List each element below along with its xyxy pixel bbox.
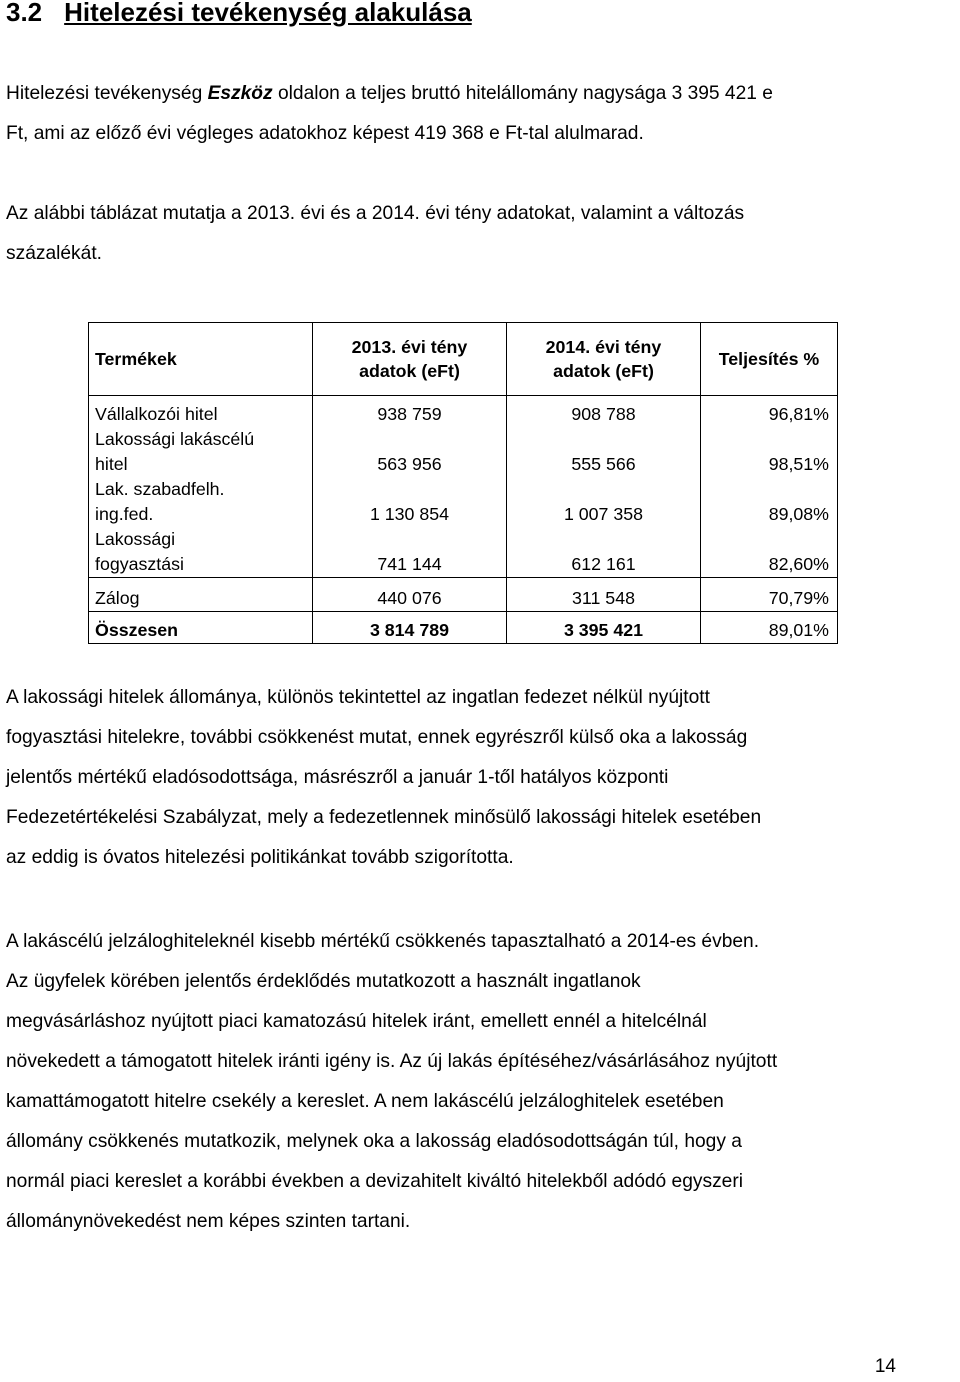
p3-line-3: megvásárláshoz nyújtott piaci kamatozású hitelek iránt, emellett ennél a hitelcélnál: [6, 1011, 707, 1032]
row-2013-value: 938 759: [313, 396, 507, 428]
page-number: 14: [874, 1356, 896, 1377]
table-total-row: [89, 612, 838, 644]
row-performance: 96,81%: [701, 396, 838, 428]
row-2014-value: 612 161: [507, 527, 701, 578]
mortgage-paragraph: [6, 922, 958, 1242]
section-number: 3.2: [6, 0, 43, 27]
intro-paragraph: [6, 74, 958, 154]
row-2014-value: 908 788: [507, 396, 701, 428]
header-2014: 2014. évi tény adatok (eFt): [507, 323, 701, 396]
intro-text-post: oldalon a teljes bruttó hitelállomány nagysága 3 395 421 e: [272, 83, 773, 104]
header-performance: Teljesítés %: [701, 323, 838, 396]
total-label: Összesen: [89, 612, 313, 644]
table-row: [89, 578, 838, 612]
row-2013-value: 1 130 854: [313, 477, 507, 527]
row-2014-value: 1 007 358: [507, 477, 701, 527]
p3-line-7: normál piaci kereslet a korábbi években a devizahitelt kiváltó hitelekből adódó egyszeri: [6, 1171, 744, 1192]
row-label: Vállalkozói hitel: [89, 396, 313, 428]
table-row: [89, 477, 838, 527]
row-2014-value: 311 548: [507, 578, 701, 612]
p2-line-5: az eddig is óvatos hitelezési politikánkat tovább szigorította.: [6, 847, 514, 868]
p2-line-3: jelentős mértékű eladósodottsága, másrészről a január 1-től hatályos központi: [6, 767, 669, 788]
table-row: [89, 427, 838, 477]
p3-line-4: növekedett a támogatott hitelek iránti igény is. Az új lakás építéséhez/vásárlásához nyújtott: [6, 1051, 778, 1072]
row-label: Lak. szabadfelh. ing.fed.: [89, 477, 313, 527]
intro-text-pre: Hitelezési tevékenység: [6, 83, 208, 104]
table-intro-line-1: Az alábbi táblázat mutatja a 2013. évi és a 2014. évi tény adatokat, valamint a változás: [6, 203, 745, 224]
row-label: Lakossági fogyasztási: [89, 527, 313, 578]
table-row: [89, 396, 838, 428]
row-2013-value: 440 076: [313, 578, 507, 612]
table-header-row: [89, 323, 838, 396]
p2-line-2: fogyasztási hitelekre, további csökkenést mutat, ennek egyrészről külső oka a lakosság: [6, 727, 748, 748]
row-performance: 89,08%: [701, 477, 838, 527]
row-2013-value: 563 956: [313, 427, 507, 477]
section-heading: [6, 0, 472, 30]
total-2014-value: 3 395 421: [507, 612, 701, 644]
intro-bold-word: Eszköz: [207, 83, 273, 104]
table-intro-line-2: százalékát.: [6, 243, 102, 264]
row-2014-value: 555 566: [507, 427, 701, 477]
p3-line-1: A lakáscélú jelzáloghiteleknél kisebb mértékű csökkenés tapasztalható a 2014-es évben.: [6, 931, 760, 952]
intro-line-2: Ft, ami az előző évi végleges adatokhoz képest 419 368 e Ft-tal alulmarad.: [6, 123, 644, 144]
p3-line-2: Az ügyfelek körében jelentős érdeklődés mutatkozott a használt ingatlanok: [6, 971, 641, 992]
row-2013-value: 741 144: [313, 527, 507, 578]
row-label: Zálog: [89, 578, 313, 612]
section-title: Hitelezési tevékenység alakulása: [64, 0, 472, 27]
intro-line-1: [6, 74, 958, 114]
loan-table: [88, 322, 838, 644]
row-label: Lakossági lakáscélú hitel: [89, 427, 313, 477]
header-products: Termékek: [89, 323, 313, 396]
row-performance: 82,60%: [701, 527, 838, 578]
header-2013: 2013. évi tény adatok (eFt): [313, 323, 507, 396]
table-row: [89, 527, 838, 578]
table-intro-paragraph: [6, 194, 958, 274]
p3-line-6: állomány csökkenés mutatkozik, melynek oka a lakosság eladósodottságán túl, hogy a: [6, 1131, 742, 1152]
p2-line-1: A lakossági hitelek állománya, különös tekintettel az ingatlan fedezet nélkül nyújtott: [6, 687, 710, 708]
consumer-loans-paragraph: [6, 678, 958, 878]
p2-line-4: Fedezetértékelési Szabályzat, mely a fedezetlennek minősülő lakossági hitelek esetében: [6, 807, 762, 828]
row-performance: 70,79%: [701, 578, 838, 612]
total-2013-value: 3 814 789: [313, 612, 507, 644]
p3-line-5: kamattámogatott hitelre csekély a kereslet. A nem lakáscélú jelzáloghitelek esetében: [6, 1091, 724, 1112]
total-performance: 89,01%: [701, 612, 838, 644]
p3-line-8: állománynövekedést nem képes szinten tartani.: [6, 1211, 411, 1232]
row-performance: 98,51%: [701, 427, 838, 477]
